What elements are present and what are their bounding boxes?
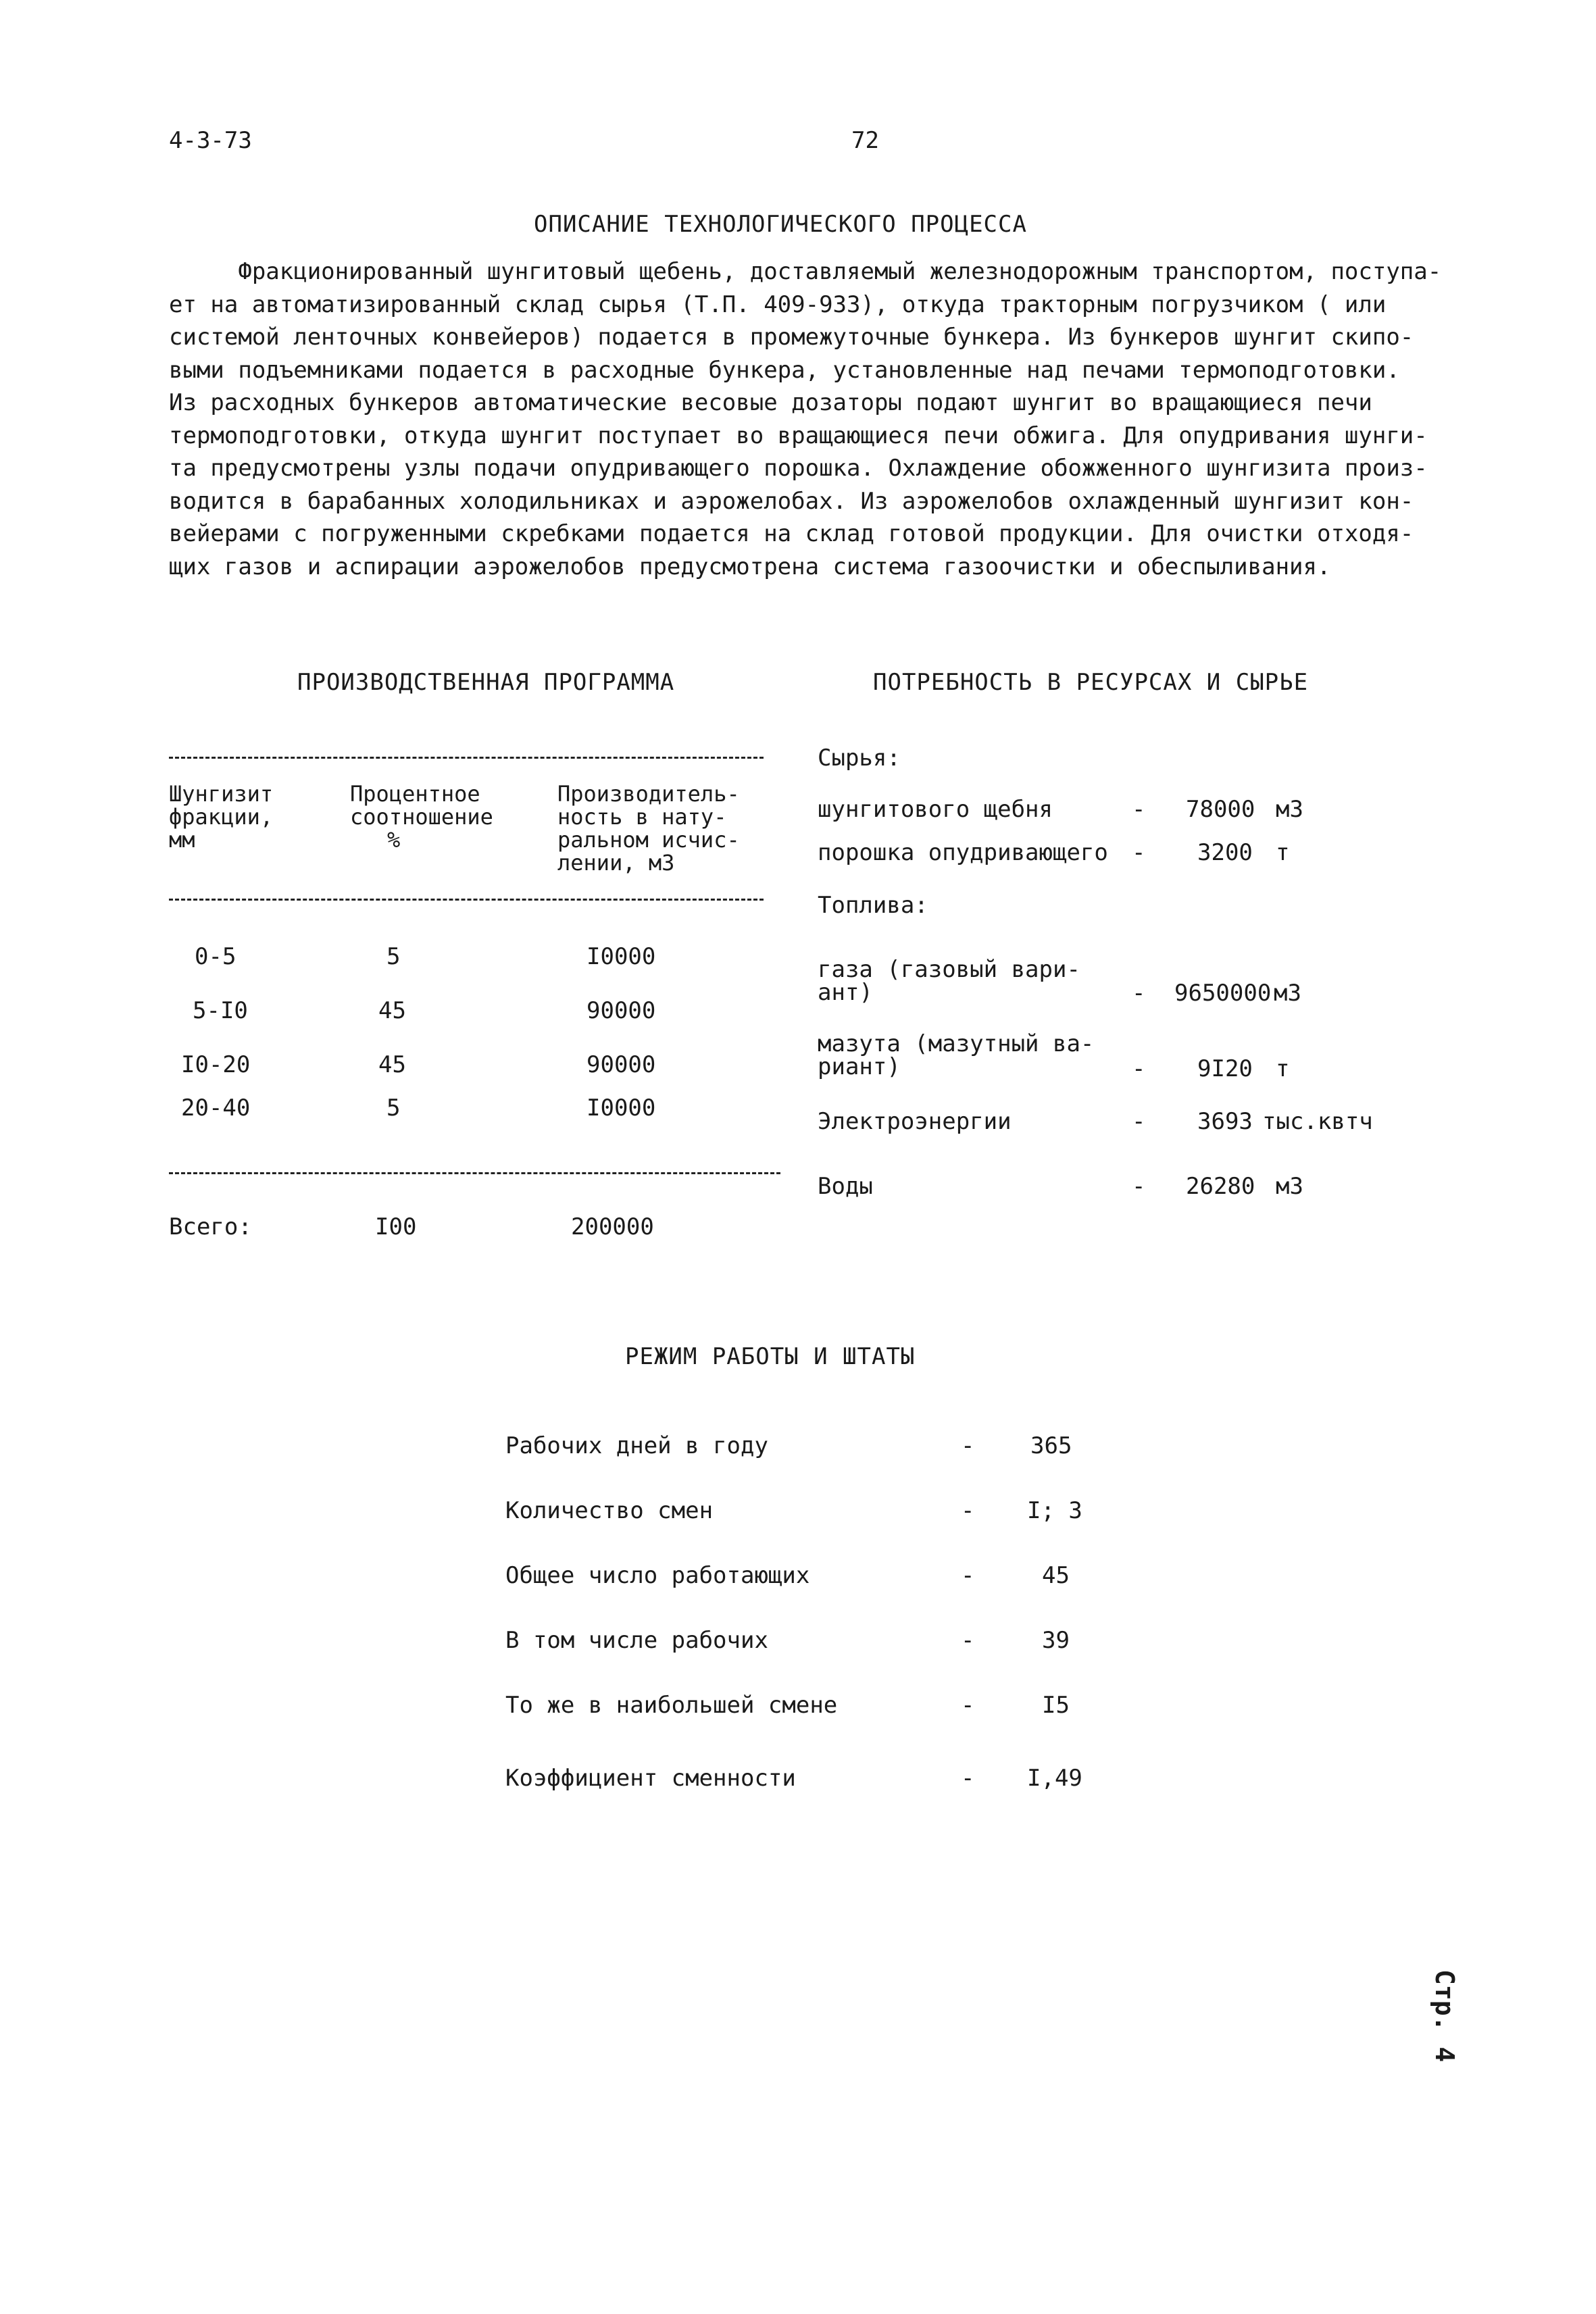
staff-value: 45 [1042,1562,1070,1589]
resource-unit: т [1276,1055,1290,1082]
resource-dash: - [1132,980,1146,1007]
paragraph-line: щих газов и аспирации аэрожелобов предусмотрена система газоочистки и обеспыливания. [169,553,1331,580]
row-fraction: 5-I0 [193,997,248,1024]
staff-title: РЕЖИМ РАБОТЫ И ШТАТЫ [625,1343,916,1370]
staff-dash: - [961,1432,975,1459]
staff-value: I,49 [1027,1765,1082,1792]
staff-value: I; 3 [1027,1497,1082,1524]
resource-value: 3693 [1197,1108,1253,1135]
row-percent: 45 [378,997,406,1024]
column-header-output: Производитель- ность в нату- ральном исчис- лении, м3 [557,781,740,876]
resource-dash: - [1132,1173,1146,1200]
staff-dash: - [961,1497,975,1524]
row-output: I0000 [587,943,656,970]
resource-unit: м3 [1276,796,1303,823]
row-percent: 5 [386,943,401,970]
staff-dash: - [961,1562,975,1589]
row-output: 90000 [587,1051,656,1078]
description-title: ОПИСАНИЕ ТЕХНОЛОГИЧЕСКОГО ПРОЦЕССА [534,211,1027,238]
description-paragraph [169,255,1442,583]
paragraph-line: Из расходных бункеров автоматические весовые дозаторы подают шунгит во вращающиеся печи [169,389,1372,416]
table-rule-top [169,757,764,759]
row-fraction: 0-5 [195,943,236,970]
paragraph-line: термоподготовки, откуда шунгит поступает во вращающиеся печи обжига. Для опудривания шунги- [169,422,1428,449]
resource-unit: тыс.квтч [1262,1108,1373,1135]
total-label: Всего: [169,1213,252,1240]
page-stamp: Стр. 4 [1430,1969,1460,2063]
table-rule-bottom [169,1172,780,1174]
table-rule-header [169,899,764,901]
paragraph-line: водится в барабанных холодильниках и аэрожелобах. Из аэрожелобов охлажденный шунгизит кон- [169,487,1414,515]
production-title: ПРОИЗВОДСТВЕННАЯ ПРОГРАММА [297,669,675,696]
paragraph-line: вейерами с погруженными скребками подается на склад готовой продукции. Для очистки отходя- [169,520,1414,547]
staff-value: 365 [1030,1432,1072,1459]
resource-unit: т [1276,839,1290,866]
resource-name: газа (газовый вари- ант) [818,956,1080,1006]
fuel-label: Топлива: [818,892,928,919]
resource-name: порошка опудривающего [818,839,1108,866]
paragraph-line: выми подъемниками подается в расходные бункера, установленные над печами термоподготовки. [169,356,1400,384]
resource-value: 26280 [1186,1173,1255,1200]
paragraph-line: ет на автоматизированный склад сырья (Т.П. 409-933), откуда тракторным погрузчиком ( или [169,291,1387,318]
raw-materials-label: Сырья: [818,745,901,772]
resource-value: 9650000 [1174,980,1272,1007]
staff-label: Рабочих дней в году [505,1432,768,1459]
page-number: 72 [851,127,879,154]
resource-value: 78000 [1186,796,1255,823]
resource-name: мазута (мазутный ва- риант) [818,1030,1095,1080]
staff-dash: - [961,1692,975,1719]
resource-unit: м3 [1276,1173,1303,1200]
resources-title: ПОТРЕБНОСТЬ В РЕСУРСАХ И СЫРЬЕ [873,669,1309,696]
staff-label: То же в наибольшей смене [505,1692,838,1719]
staff-value: 39 [1042,1627,1070,1654]
resource-dash: - [1132,1055,1146,1082]
column-header-fraction: Шунгизит фракции, мм [169,781,274,853]
row-fraction: 20-40 [181,1095,251,1122]
paragraph-line: системой ленточных конвейеров) подается в промежуточные бункера. Из бункеров шунгит скипо- [169,324,1414,351]
resource-value: 3200 [1197,839,1253,866]
staff-dash: - [961,1765,975,1792]
paragraph-line: та предусмотрены узлы подачи опудривающего порошка. Охлаждение обожженного шунгизита произ- [169,455,1428,482]
row-output: 90000 [587,997,656,1024]
row-percent: 45 [378,1051,406,1078]
resource-dash: - [1132,839,1146,866]
row-output: I0000 [587,1095,656,1122]
total-percent: I00 [375,1213,417,1240]
resource-name: шунгитового щебня [818,796,1053,823]
resource-unit: м3 [1274,980,1301,1007]
resource-value: 9I20 [1197,1055,1253,1082]
staff-label: Коэффициент сменности [505,1765,796,1792]
row-percent: 5 [386,1095,401,1122]
row-fraction: I0-20 [181,1051,251,1078]
staff-dash: - [961,1627,975,1654]
paragraph-line: Фракционированный шунгитовый щебень, доставляемый железнодорожным транспортом, поступа- [169,258,1442,285]
total-output: 200000 [571,1213,654,1240]
document-code: 4-3-73 [169,127,252,154]
staff-label: Количество смен [505,1497,714,1524]
staff-label: Общее число работающих [505,1562,810,1589]
staff-value: I5 [1042,1692,1070,1719]
column-header-percent: Процентное соотношение % [350,781,493,853]
resource-dash: - [1132,1108,1146,1135]
resource-dash: - [1132,796,1146,823]
resource-name: Электроэнергии [818,1108,1012,1135]
staff-label: В том числе рабочих [505,1627,768,1654]
resource-name: Воды [818,1173,873,1200]
